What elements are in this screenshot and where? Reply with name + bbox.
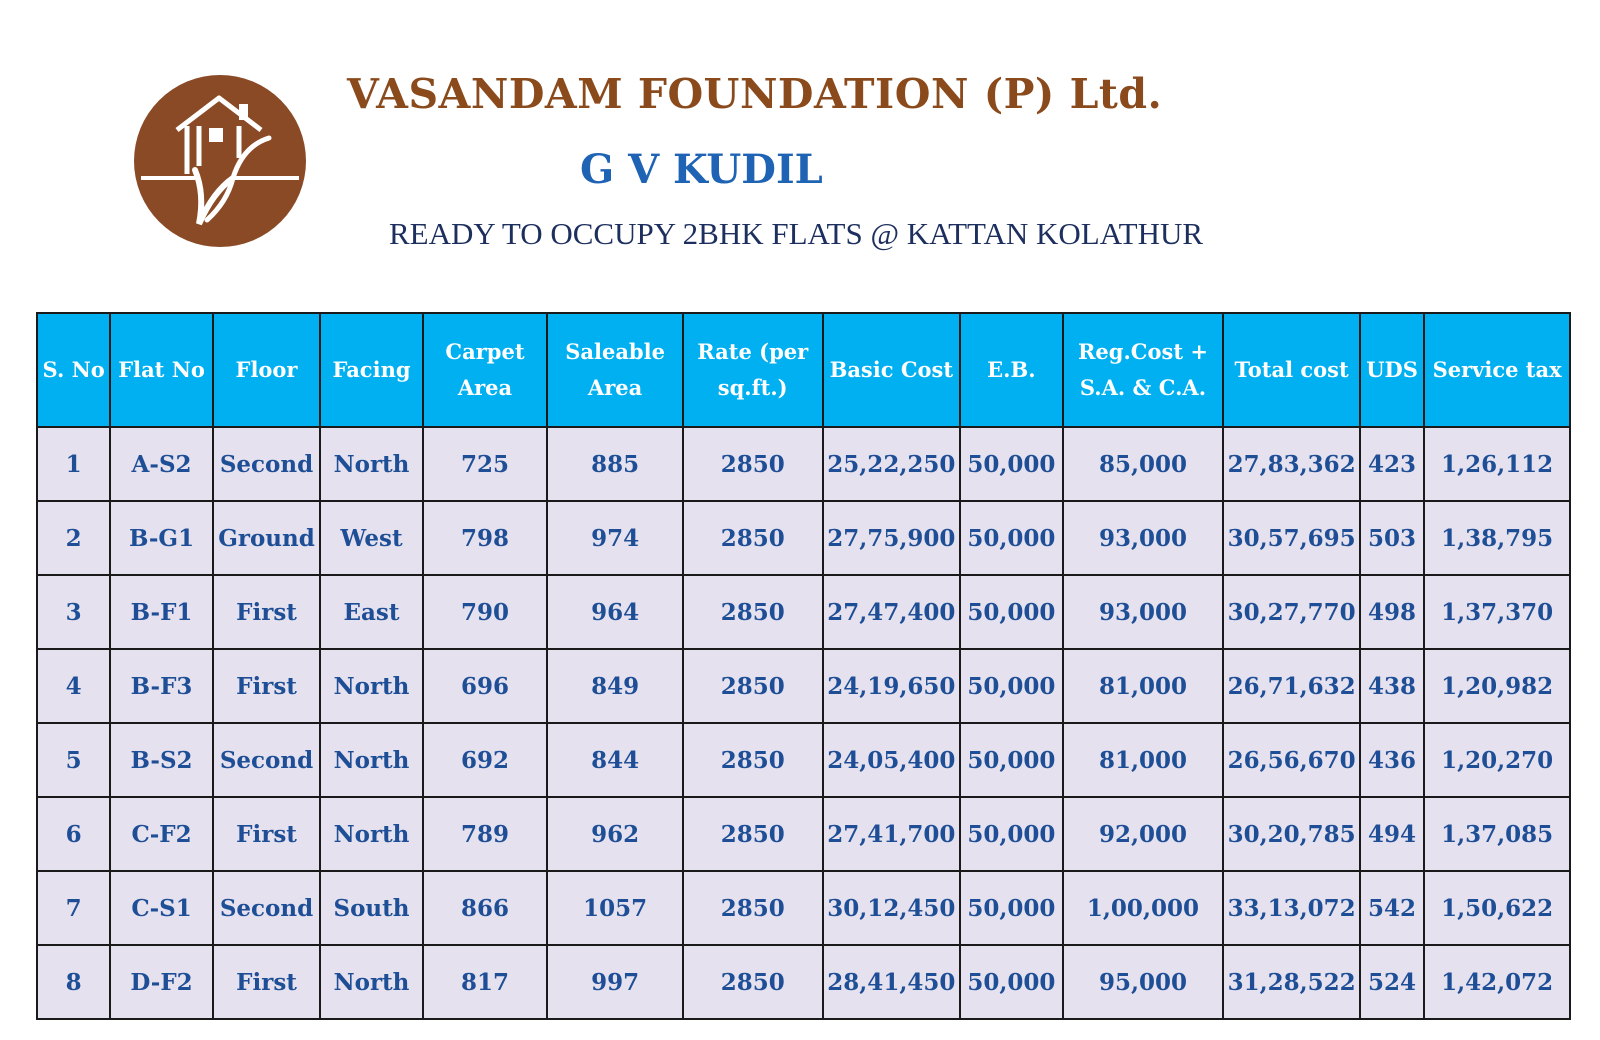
table-cell: 24,05,400 [823,723,961,797]
table-cell: 93,000 [1063,575,1224,649]
table-cell: 92,000 [1063,797,1224,871]
table-cell: 817 [423,945,548,1019]
column-header: Basic Cost [823,313,961,427]
table-cell: 50,000 [960,723,1062,797]
table-cell: 24,19,650 [823,649,961,723]
column-header: Rate (per sq.ft.) [683,313,823,427]
price-table [36,312,1571,1020]
table-row [37,797,1570,871]
table-cell: 26,56,670 [1223,723,1360,797]
table-cell: 1,26,112 [1424,427,1570,501]
table-cell: Second [213,871,320,945]
table-cell: B-G1 [110,501,212,575]
table-cell: 27,41,700 [823,797,961,871]
table-cell: 30,57,695 [1223,501,1360,575]
table-cell: 50,000 [960,797,1062,871]
table-cell: 696 [423,649,548,723]
company-name: VASANDAM FOUNDATION (P) Ltd. [347,70,1163,118]
table-cell: 5 [37,723,110,797]
table-cell: 790 [423,575,548,649]
table-cell: 1,00,000 [1063,871,1224,945]
table-cell: 50,000 [960,945,1062,1019]
table-cell: 7 [37,871,110,945]
table-cell: B-S2 [110,723,212,797]
table-cell: 30,27,770 [1223,575,1360,649]
table-cell: North [320,723,422,797]
column-header: Saleable Area [547,313,683,427]
table-cell: 1,50,622 [1424,871,1570,945]
table-cell: First [213,797,320,871]
table-row [37,723,1570,797]
table-cell: 28,41,450 [823,945,961,1019]
table-cell: 498 [1360,575,1424,649]
table-cell: Second [213,723,320,797]
table-cell: C-S1 [110,871,212,945]
table-cell: 30,12,450 [823,871,961,945]
table-cell: North [320,649,422,723]
column-header: Carpet Area [423,313,548,427]
table-cell: 1,20,270 [1424,723,1570,797]
table-cell: 2850 [683,945,823,1019]
table-cell: 50,000 [960,649,1062,723]
table-cell: 6 [37,797,110,871]
table-cell: 1,37,085 [1424,797,1570,871]
table-cell: 1057 [547,871,683,945]
table-cell: 2850 [683,871,823,945]
table-cell: Ground [213,501,320,575]
column-header: S. No [37,313,110,427]
table-cell: 789 [423,797,548,871]
table-row [37,871,1570,945]
table-body [37,427,1570,1019]
table-cell: North [320,427,422,501]
table-cell: 27,83,362 [1223,427,1360,501]
table-cell: 494 [1360,797,1424,871]
table-cell: Second [213,427,320,501]
column-header: Reg.Cost + S.A. & C.A. [1063,313,1224,427]
table-cell: 1,20,982 [1424,649,1570,723]
table-cell: East [320,575,422,649]
table-row [37,649,1570,723]
table-cell: 885 [547,427,683,501]
table-cell: 2850 [683,797,823,871]
table-cell: 849 [547,649,683,723]
column-header: Floor [213,313,320,427]
column-header: Flat No [110,313,212,427]
company-logo [133,74,307,248]
table-cell: 524 [1360,945,1424,1019]
table-cell: 2850 [683,723,823,797]
tagline: READY TO OCCUPY 2BHK FLATS @ KATTAN KOLATHUR [389,216,1204,251]
table-cell: 1 [37,427,110,501]
table-cell: 692 [423,723,548,797]
table-cell: 436 [1360,723,1424,797]
house-v-logo-icon [133,74,307,248]
table-cell: 866 [423,871,548,945]
table-cell: 85,000 [1063,427,1224,501]
table-cell: 2850 [683,649,823,723]
column-header: E.B. [960,313,1062,427]
table-cell: 1,37,370 [1424,575,1570,649]
table-cell: 25,22,250 [823,427,961,501]
table-cell: 438 [1360,649,1424,723]
table-cell: First [213,575,320,649]
table-cell: 50,000 [960,501,1062,575]
table-cell: 2850 [683,575,823,649]
table-cell: 50,000 [960,427,1062,501]
table-cell: 1,38,795 [1424,501,1570,575]
table-cell: 997 [547,945,683,1019]
table-cell: 95,000 [1063,945,1224,1019]
table-cell: 974 [547,501,683,575]
table-cell: 50,000 [960,871,1062,945]
column-header: Facing [320,313,422,427]
table-cell: 542 [1360,871,1424,945]
table-cell: North [320,797,422,871]
table-header-row [37,313,1570,427]
table-cell: 964 [547,575,683,649]
table-cell: 31,28,522 [1223,945,1360,1019]
table-row [37,575,1570,649]
table-cell: 503 [1360,501,1424,575]
table-cell: First [213,945,320,1019]
table-cell: North [320,945,422,1019]
table-cell: 26,71,632 [1223,649,1360,723]
table-cell: B-F1 [110,575,212,649]
table-cell: 844 [547,723,683,797]
column-header: Service tax [1424,313,1570,427]
table-cell: 2850 [683,501,823,575]
column-header: UDS [1360,313,1424,427]
table-cell: 798 [423,501,548,575]
table-cell: 81,000 [1063,649,1224,723]
table-cell: 30,20,785 [1223,797,1360,871]
table-cell: C-F2 [110,797,212,871]
table-cell: 4 [37,649,110,723]
table-cell: West [320,501,422,575]
table-cell: 2 [37,501,110,575]
table-cell: 33,13,072 [1223,871,1360,945]
table-cell: 27,47,400 [823,575,961,649]
table-cell: 2850 [683,427,823,501]
table-cell: 962 [547,797,683,871]
project-name: G V KUDIL [580,146,823,193]
table-cell: A-S2 [110,427,212,501]
table-cell: 8 [37,945,110,1019]
table-cell: 50,000 [960,575,1062,649]
price-table-container [36,312,1571,1032]
table-cell: D-F2 [110,945,212,1019]
table-cell: 27,75,900 [823,501,961,575]
table-cell: 1,42,072 [1424,945,1570,1019]
table-row [37,501,1570,575]
table-cell: First [213,649,320,723]
table-cell: 423 [1360,427,1424,501]
table-row [37,427,1570,501]
table-cell: B-F3 [110,649,212,723]
table-cell: 81,000 [1063,723,1224,797]
table-row [37,945,1570,1019]
table-cell: South [320,871,422,945]
column-header: Total cost [1223,313,1360,427]
table-cell: 3 [37,575,110,649]
table-cell: 93,000 [1063,501,1224,575]
table-cell: 725 [423,427,548,501]
